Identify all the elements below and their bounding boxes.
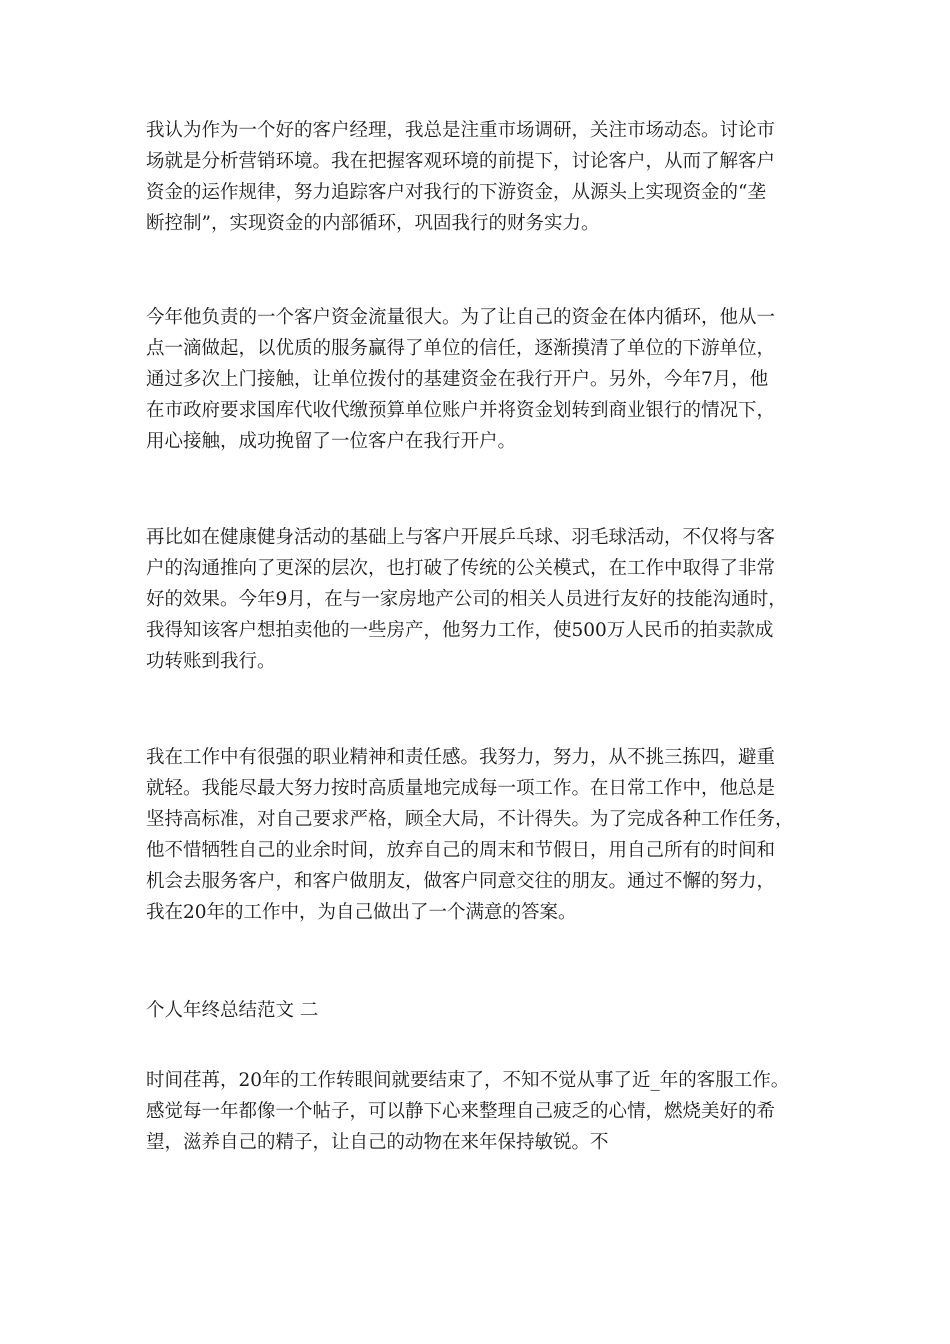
paragraph-line: 在市政府要求国库代收代缴预算单位账户并将资金划转到商业银行的情况下， (146, 400, 776, 421)
paragraph-line: 他不惜牺牲自己的业余时间，放弃自己的周末和节假日，用自己所有的时间和 (146, 840, 776, 861)
paragraph-line: 再比如在健康健身活动的基础上与客户开展乒乓球、羽毛球活动，不仅将与客 (146, 527, 776, 548)
paragraph-line: 坚持高标准，对自己要求严格，顾全大局，不计得失。为了完成各种工作任务， (146, 809, 794, 830)
paragraph-line: 资金的运作规律，努力追踪客户对我行的下游资金，从源头上实现资金的“垄 (146, 182, 766, 203)
paragraph-5 (146, 1065, 806, 1158)
paragraph-line: 我认为作为一个好的客户经理，我总是注重市场调研，关注市场动态。讨论市 (146, 120, 776, 141)
paragraph-line: 用心接触，成功挽留了一位客户在我行开户。 (146, 431, 517, 452)
paragraph-4 (146, 742, 806, 928)
paragraph-line: 场就是分析营销环境。我在把握客观环境的前提下，讨论客户，从而了解客户 (146, 151, 776, 172)
paragraph-line: 点一滴做起，以优质的服务赢得了单位的信任，逐渐摸清了单位的下游单位， (146, 338, 776, 359)
paragraph-line: 时间荏苒，20年的工作转眼间就要结束了，不知不觉从事了近_年的客服工作。 (146, 1070, 790, 1091)
paragraph-2 (146, 302, 806, 457)
paragraph-line: 就轻。我能尽最大努力按时高质量地完成每一项工作。在日常工作中，他总是 (146, 778, 776, 799)
paragraph-line: 我在20年的工作中，为自己做出了一个满意的答案。 (146, 902, 577, 923)
paragraph-1 (146, 115, 806, 239)
paragraph-line: 望，滋养自己的精子，让自己的动物在来年保持敏锐。不 (146, 1132, 609, 1153)
paragraph-line: 断控制”，实现资金的内部循环，巩固我行的财务实力。 (146, 213, 600, 234)
paragraph-3 (146, 522, 806, 677)
paragraph-line: 好的效果。今年9月，在与一家房地产公司的相关人员进行友好的技能沟通时， (146, 589, 787, 610)
paragraph-line: 功转账到我行。 (146, 651, 276, 672)
section-heading: 个人年终总结范文 二 (146, 1000, 319, 1021)
paragraph-line: 今年他负责的一个客户资金流量很大。为了让自己的资金在体内循环，他从一 (146, 307, 776, 328)
paragraph-line: 我得知该客户想拍卖他的一些房产，他努力工作，使500万人民币的拍卖款成 (146, 620, 774, 641)
paragraph-line: 我在工作中有很强的职业精神和责任感。我努力，努力，从不挑三拣四，避重 (146, 747, 776, 768)
paragraph-line: 户的沟通推向了更深的层次，也打破了传统的公关模式，在工作中取得了非常 (146, 558, 776, 579)
paragraph-line: 感觉每一年都像一个帖子，可以静下心来整理自己疲乏的心情，燃烧美好的希 (146, 1101, 776, 1122)
paragraph-line: 机会去服务客户，和客户做朋友，做客户同意交往的朋友。通过不懈的努力， (146, 871, 776, 892)
paragraph-line: 通过多次上门接触，让单位拨付的基建资金在我行开户。另外，今年7月，他 (146, 369, 769, 390)
